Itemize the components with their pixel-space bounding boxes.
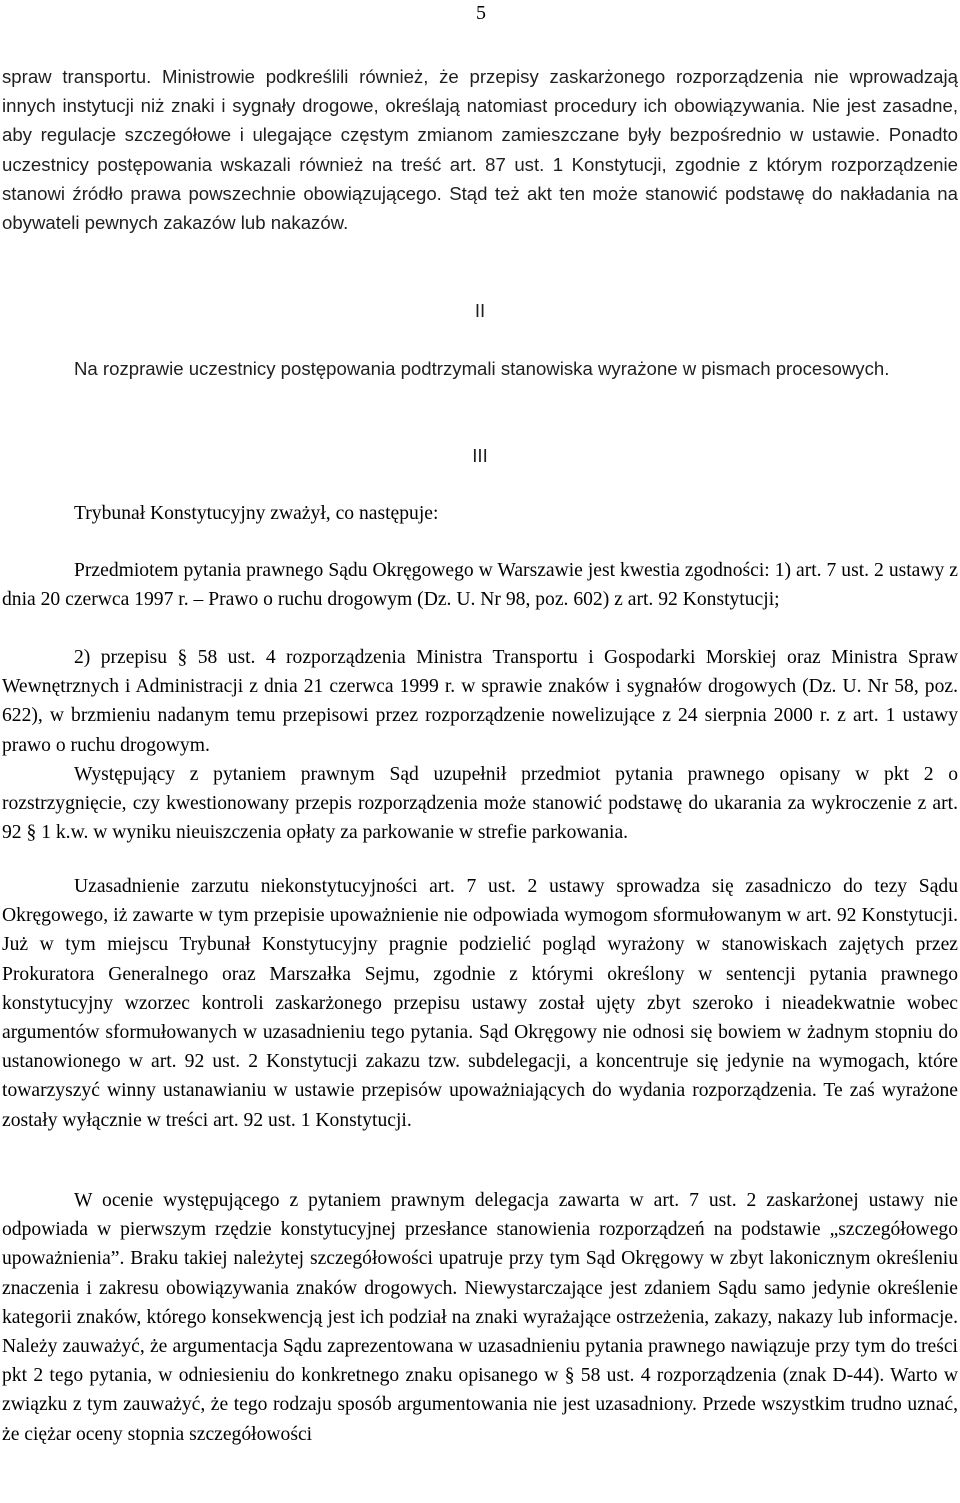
paragraph-7: Uzasadnienie zarzutu niekonstytucyjności art. 7 ust. 2 ustawy sprowadza się zasadniczo do tezy Sądu Okręgowego, iż zawarte w tym przepisie upoważnienie nie odpowiada wymogom sformułowanym w art. 92 Konstytucji. Już w tym miejscu Trybunał Konstytucyjny pragnie podzielić pogląd wyrażony w stanowiskach zajętych przez Prokuratora Generalnego oraz Marszałka Sejmu, zgodnie z którymi określony w sentencji pytania prawnego konstytucyjny wzorzec kontroli zaskarżonego przepisu ustawy został ujęty zbyt szeroko i nieadekwatnie wobec argumentów sformułowanych w uzasadnieniu tego pytania. Sąd Okręgowy nie odnosi się bowiem w żadnym stopniu do ustanowionego w art. 92 ust. 2 Konstytucji zakazu tzw. subdelegacji, a koncentruje się jedynie na wymogach, które towarzyszyć winny ustanawianiu w ustawie przepisów upoważniających do wydania rozporządzenia. Te zaś wyrażone zostały wyłącznie w treści art. 92 ust. 1 Konstytucji. [2,876,958,1131]
paragraph-2: Na rozprawie uczestnicy postępowania podtrzymali stanowiska wyrażone w pismach procesowych. [74,358,890,379]
paragraph-1: spraw transportu. Ministrowie podkreślili również, że przepisy zaskarżonego rozporządzenia nie wprowadzają innych instytucji niż znaki i sygnały drogowe, określają natomiast procedury ich obowiązywania. Nie jest zasadne, aby regulacje szczegółowe i ulegające częstym zmianom zamieszczane były bezpośrednio w ustawie. Ponadto uczestnicy postępowania wskazali również na treść art. 87 ust. 1 Konstytucji, zgodnie z którym rozporządzenie stanowi źródło prawa powszechnie obowiązującego. Stąd też akt ten może stanowić podstawę do nakładania na obywateli pewnych zakazów lub nakazów. [2,66,958,234]
section-heading-3: III [472,445,488,466]
page-number: 5 [476,2,486,24]
paragraph-6: Występujący z pytaniem prawnym Sąd uzupełnił przedmiot pytania prawnego opisany w pkt 2 o rozstrzygnięcie, czy kwestionowany przepis rozporządzenia może stanowić podstawę do ukarania za wykroczenie z art. 92 § 1 k.w. w wyniku nieuiszczenia opłaty za parkowanie w strefie parkowania. [2,764,958,844]
paragraph-8: W ocenie występującego z pytaniem prawnym delegacja zawarta w art. 7 ust. 2 zaskarżonej ustawy nie odpowiada w pierwszym rzędzie konstytucyjnej przesłance stanowienia rozporządzeń na podstawie „szczegółowego upoważnienia”. Braku takiej należytej szczegółowości upatruje przy tym Sąd Okręgowy w zbyt lakonicznym określeniu znaczenia i zakresu obowiązywania znaków drogowych. Niewystarczające jest zdaniem Sądu samo jedynie określenie kategorii znaków, którego konsekwencją jest ich podział na znaki wyrażające ostrzeżenia, zakazy, nakazy lub informacje. Należy zauważyć, że argumentacja Sądu zaprezentowana w uzasadnieniu pytania prawnego nawiązuje przy tym do treści pkt 2 tego pytania, w odniesieniu do konkretnego znaku opisanego w § 58 ust. 4 rozporządzenia (znak D-44). Warto w związku z tym zauważyć, że tego rodzaju sposób argumentowania nie jest uzasadniony. Przede wszystkim trudno uznać, że ciężar oceny stopnia szczegółowości [2,1190,958,1445]
paragraph-3: Trybunał Konstytucyjny zważył, co następuje: [74,503,439,524]
paragraph-4: Przedmiotem pytania prawnego Sądu Okręgowego w Warszawie jest kwestia zgodności: 1) art. 7 ust. 2 ustawy z dnia 20 czerwca 1997 r. – Prawo o ruchu drogowym (Dz. U. Nr 98, poz. 602) z art. 92 Konstytucji; [2,560,958,611]
paragraph-5: 2) przepisu § 58 ust. 4 rozporządzenia Ministra Transportu i Gospodarki Morskiej oraz Ministra Spraw Wewnętrznych i Administracji z dnia 21 czerwca 1999 r. w sprawie znaków i sygnałów drogowych (Dz. U. Nr 58, poz. 622), w brzmieniu nadanym temu przepisowi przez rozporządzenie nowelizujące z 24 sierpnia 2000 r. z art. 1 ustawy prawo o ruchu drogowym. [2,647,958,756]
section-heading-2: II [474,300,486,321]
